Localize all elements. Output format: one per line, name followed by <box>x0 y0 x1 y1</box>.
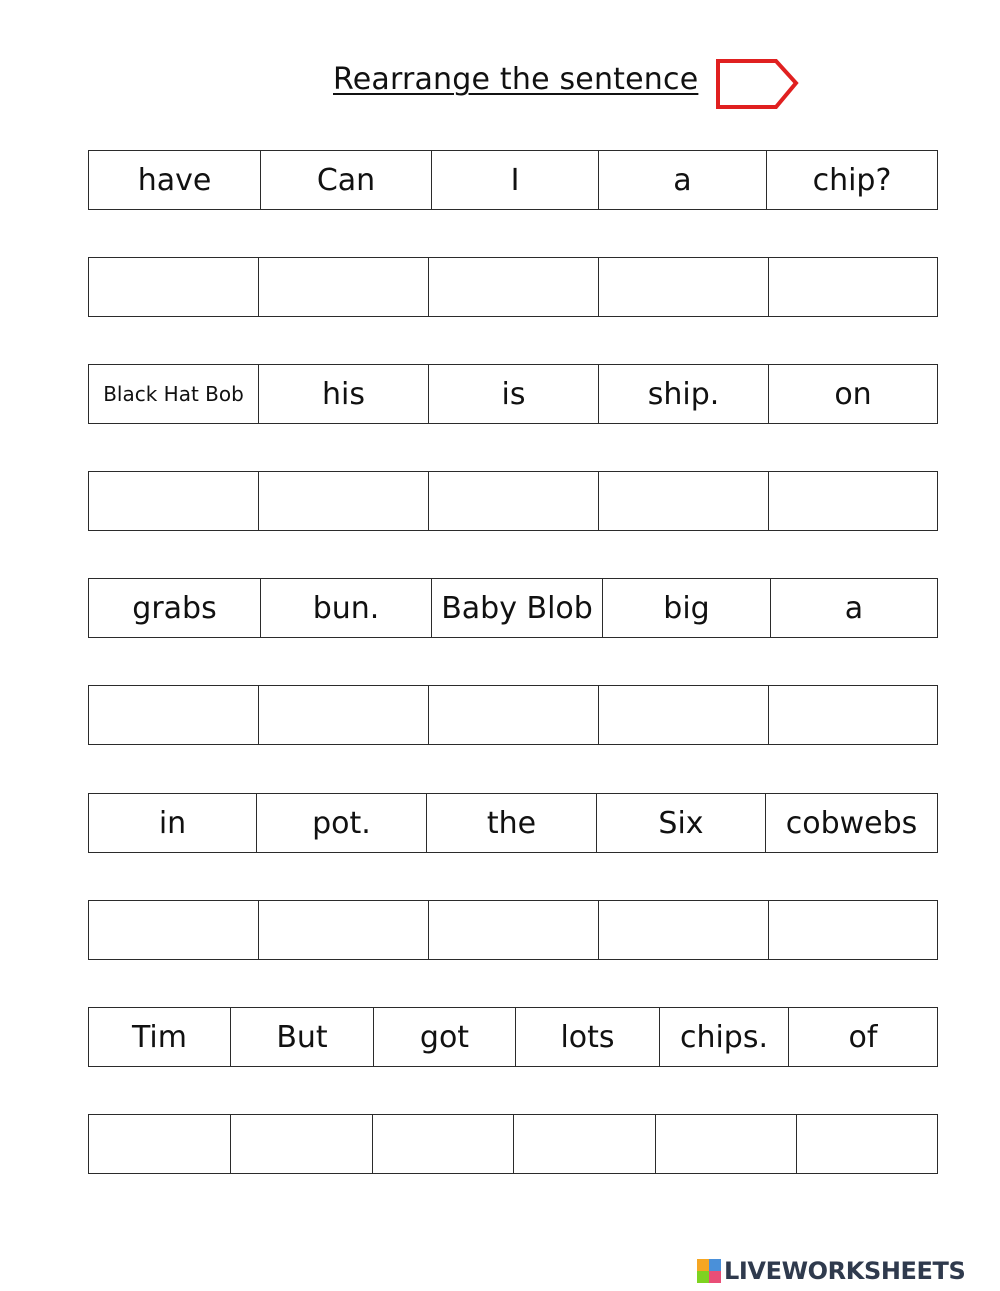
answer-slot[interactable] <box>89 472 259 530</box>
word-tile[interactable]: the <box>427 794 597 852</box>
answer-slot[interactable] <box>429 901 599 959</box>
answer-slot[interactable] <box>514 1115 656 1173</box>
answer-slot[interactable] <box>89 901 259 959</box>
word-tile[interactable]: in <box>89 794 257 852</box>
answer-slot[interactable] <box>769 686 937 744</box>
answer-slot[interactable] <box>656 1115 797 1173</box>
word-tile[interactable]: I <box>432 151 599 209</box>
answer-slot[interactable] <box>89 1115 231 1173</box>
word-tile[interactable]: chip? <box>812 162 892 198</box>
liveworksheets-logo <box>697 1255 965 1287</box>
word-tile[interactable]: Baby Blob <box>432 579 603 637</box>
answer-slot[interactable] <box>231 1115 373 1173</box>
word-tile[interactable]: Tim <box>89 1008 231 1066</box>
word-tile[interactable]: on <box>834 376 872 412</box>
word-tile[interactable]: got <box>374 1008 516 1066</box>
word-tile[interactable]: pot. <box>257 794 427 852</box>
answer-slot[interactable] <box>259 472 429 530</box>
word-tile[interactable]: bun. <box>261 579 432 637</box>
answer-slot[interactable] <box>89 258 259 316</box>
brand-text: LIVEWORKSHEETS <box>724 1257 966 1285</box>
answer-slot[interactable] <box>599 472 769 530</box>
answer-slot[interactable] <box>259 686 429 744</box>
word-row-2 <box>88 364 938 424</box>
word-tile[interactable]: grabs <box>89 579 261 637</box>
word-tile[interactable]: Black Hat Bob <box>89 365 259 423</box>
answer-row-1 <box>88 257 938 317</box>
answer-row-3 <box>88 685 938 745</box>
answer-slot[interactable] <box>769 901 937 959</box>
word-tile[interactable]: chips. <box>660 1008 789 1066</box>
next-arrow-icon[interactable] <box>714 57 800 113</box>
answer-slot[interactable] <box>89 686 259 744</box>
word-tile[interactable]: is <box>429 365 599 423</box>
answer-slot[interactable] <box>373 1115 514 1173</box>
answer-slot[interactable] <box>259 901 429 959</box>
answer-slot[interactable] <box>429 472 599 530</box>
word-tile[interactable]: lots <box>516 1008 660 1066</box>
word-tile[interactable]: a <box>844 590 864 626</box>
answer-slot[interactable] <box>429 686 599 744</box>
answer-slot[interactable] <box>599 258 769 316</box>
answer-slot[interactable] <box>769 258 937 316</box>
word-tile[interactable]: Can <box>261 151 432 209</box>
answer-slot[interactable] <box>599 901 769 959</box>
answer-row-2 <box>88 471 938 531</box>
answer-slot[interactable] <box>429 258 599 316</box>
answer-row-4 <box>88 900 938 960</box>
answer-slot[interactable] <box>769 472 937 530</box>
word-tile[interactable]: a <box>599 151 767 209</box>
word-tile[interactable]: his <box>259 365 429 423</box>
answer-row-5 <box>88 1114 938 1174</box>
word-tile[interactable]: Six <box>597 794 766 852</box>
word-row-4 <box>88 793 938 853</box>
word-tile[interactable]: ship. <box>599 365 769 423</box>
answer-slot[interactable] <box>797 1115 937 1173</box>
brand-mark-icon <box>697 1259 721 1283</box>
word-tile[interactable]: of <box>848 1019 878 1055</box>
word-tile[interactable]: have <box>89 151 261 209</box>
word-row-1 <box>88 150 938 210</box>
word-row-5 <box>88 1007 938 1067</box>
word-tile[interactable]: cobwebs <box>785 805 918 841</box>
answer-slot[interactable] <box>599 686 769 744</box>
word-tile[interactable]: But <box>231 1008 374 1066</box>
word-row-3 <box>88 578 938 638</box>
answer-slot[interactable] <box>259 258 429 316</box>
word-tile[interactable]: big <box>603 579 771 637</box>
page-title: Rearrange the sentence <box>333 62 699 97</box>
